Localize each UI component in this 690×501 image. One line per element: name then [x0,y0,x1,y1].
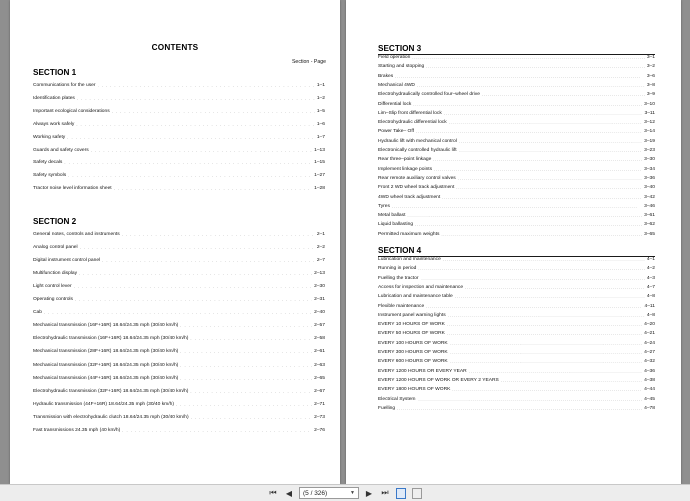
dot-leader [415,222,642,228]
toc-entry-page: 3–6 [646,73,655,79]
dot-leader [122,232,315,238]
dot-leader [444,111,643,117]
dot-leader [450,341,642,347]
toc-entry[interactable] [378,387,655,393]
toc-entry[interactable] [33,415,325,421]
dot-leader [114,186,312,192]
toc-entry-page: 1–2 [316,95,325,101]
toc-entry[interactable] [378,406,655,412]
toc-entry-label: Fuelling the tractor [378,275,419,281]
dot-leader [191,415,313,421]
toc-entry-label: Transmission with electrohydraulic clutch 18.64/24.35 mph (30/40 km/h) [33,414,189,420]
toc-entry-label: Mechanical transmission (28F+16R) 18.64/24.35 mph (30/40 km/h) [33,349,179,355]
toc-entry-label: Multifunction display [33,271,78,277]
dot-leader [76,122,315,128]
toc-entry-label: Implement linkage points [378,166,433,172]
toc-entry-page: 4–38 [644,377,655,383]
toc-entry-page: 1–7 [316,134,325,140]
toc-entry-page: 2–58 [314,336,325,342]
toc-entry-page: 4–36 [644,368,655,374]
dot-leader [426,64,645,70]
toc-entry-page: 3–1 [646,55,655,60]
dot-leader [407,213,642,219]
toc-entry-label: Guards and safety covers [33,147,89,153]
toc-entry-label: Brakes [378,73,394,79]
toc-entry[interactable] [378,157,655,163]
dot-leader [417,83,645,89]
toc-entry[interactable] [378,285,655,291]
toc-entry-page: 3–36 [644,175,655,181]
toc-entry[interactable] [33,284,325,290]
toc-entry[interactable] [33,258,325,264]
toc-entry-label: EVERY 100 HOURS OF WORK [378,340,448,346]
toc-entry-label: Electrohydraulic transmission (16F+16R) 18.64/24.35 mph (30/40 km/h) [33,336,189,342]
toc-entry-page: 4–8 [646,312,655,318]
dot-leader [447,331,642,337]
dot-leader [459,139,642,145]
toc-entry-label: Instrument panel warning lights [378,312,446,318]
dot-leader [450,359,642,365]
toc-entry-label: Electrohydraulic transmission (32F+16R) 18.64/24.35 mph (30/40 km/h) [33,388,189,394]
toc-entry-page: 1–5 [316,108,325,114]
toc-entry-label: Fuelling [378,405,396,411]
toc-entry-label: Electronically controlled hydraulic lift [378,148,457,153]
toc-entry-page: 4–1 [646,257,655,262]
section-heading: SECTION 3 [378,44,422,53]
toc-entry[interactable] [378,64,655,70]
toc-entry-page: 4–3 [646,275,655,281]
toc-entry-label: EVERY 600 HOURS OF WORK [378,359,448,365]
toc-entry-page: 2–57 [314,323,325,329]
toc-entry-label: Identification plates [33,95,75,101]
toc-entry[interactable] [378,397,655,403]
toc-entry-label: Front 2 WD wheel track adjustment [378,185,455,191]
toc-entry-label: Mechanical transmission (32F+16R) 18.64/24.35 mph (30/40 km/h) [33,362,179,368]
toc-entry-label: Hydraulic transmission (44F+16R) 18.64/24.35 mph (30/40 km/h) [33,401,174,407]
toc-entry-page: 1–27 [314,173,325,179]
dot-leader [469,369,642,375]
toc-entry-page: 4–45 [644,396,655,402]
toc-entry[interactable] [378,185,655,191]
toc-entry-page: 2–67 [314,388,325,394]
toc-entry[interactable] [378,232,655,238]
toc-entry-page: 3–2 [646,64,655,70]
toc-entry-label: Digital instrument control panel [33,258,101,264]
toc-entry[interactable] [378,313,655,319]
toc-entry-page: 1–6 [316,121,325,127]
toc-entry-label: Power Take– Off [378,129,414,135]
dot-leader [112,109,315,115]
dot-leader [418,266,644,272]
toc-entry[interactable] [378,304,655,310]
toc-entry-page: 2–40 [314,310,325,316]
toc-entry-page: 1–1 [316,83,325,88]
toc-entry-page: 3–14 [644,129,655,135]
dot-leader [482,92,645,98]
toc-entry-page: 4–7 [646,284,655,290]
toc-entry-page: 4–11 [644,303,655,309]
toc-entry-page: 2–65 [314,375,325,381]
toc-entry-label: Fast transmissions 24.35 mph (40 km/h) [33,427,121,433]
dot-leader [64,160,312,166]
toc-entry-label: Lubrication and maintenance table [378,294,453,300]
toc-entry[interactable] [378,359,655,365]
toc-entry[interactable] [378,83,655,89]
toc-entry-page: 2–13 [314,271,325,277]
dot-leader [397,406,642,412]
toc-entry-label: Always work safely [33,121,75,127]
two-page-view-icon[interactable] [411,487,423,499]
toc-entry-label: Liquid ballasting [378,222,414,228]
right-page [346,0,681,484]
toc-entry-page: 2–76 [314,427,325,433]
toc-entry-label: Electrohydraulically controlled four–wheel drive [378,92,480,98]
toc-entry-label: Mechanical 4WD [378,82,415,88]
dot-leader [501,378,642,384]
toc-entry-page: 2–30 [314,284,325,290]
toc-entry[interactable] [378,102,655,108]
toc-entry-page: 3–65 [644,231,655,237]
dot-leader [91,148,312,154]
toc-entry-label: Field operation [378,55,411,60]
dot-leader [176,402,312,408]
toc-entry[interactable] [378,120,655,126]
toc-entry-page: 2–73 [314,414,325,420]
toc-entry[interactable] [33,109,325,115]
left-page [10,0,340,484]
toc-entry[interactable] [378,378,655,384]
toc-entry-page: 1–28 [314,186,325,192]
toc-entry[interactable] [378,257,655,263]
contents-title: CONTENTS [151,43,199,52]
dot-leader [180,376,312,382]
toc-entry-label: Cab [33,310,42,316]
section-page-column-header: Section - Page [291,59,326,65]
dot-leader [180,349,312,355]
toc-entry[interactable] [378,369,655,375]
toc-entry[interactable] [33,323,325,329]
toc-entry-page: 4–24 [644,340,655,346]
toc-entry[interactable] [33,122,325,128]
toc-entry-label: 4WD wheel track adjustment [378,194,441,200]
toc-entry[interactable] [33,310,325,316]
toc-entry-label: Differential lock [378,101,412,107]
dot-leader [458,176,642,182]
toc-entry[interactable] [378,92,655,98]
toc-entry[interactable] [378,139,655,145]
toc-entry-page: 4–8 [646,294,655,300]
toc-entry-page: 3–9 [646,92,655,98]
toc-entry[interactable] [378,167,655,173]
dot-leader [456,185,642,191]
dot-leader [434,167,642,173]
dot-leader [180,323,312,329]
dot-leader [421,276,645,282]
dot-leader [180,363,312,369]
toc-entry-label: Hydraulic lift with mechanical control [378,138,457,144]
toc-entry[interactable] [33,297,325,303]
dot-leader [122,428,312,434]
toc-entry-page: 3–61 [644,213,655,219]
dot-leader [190,336,312,342]
toc-entry[interactable] [378,222,655,228]
toc-entry[interactable] [378,111,655,117]
dot-leader [448,313,645,319]
dot-leader [68,173,312,179]
next-page-icon[interactable]: ▶ [365,488,373,498]
toc-entry-page: 4–44 [644,387,655,393]
dot-leader [452,387,642,393]
page-number-select[interactable] [299,487,359,499]
toc-entry[interactable] [33,186,325,192]
single-page-view-icon[interactable] [395,487,407,499]
toc-entry-page: 3–23 [644,148,655,153]
toc-entry-label: Permitted maximum weights [378,231,440,237]
toc-entry[interactable] [378,176,655,182]
toc-entry-page: 2–2 [316,245,325,251]
toc-entry[interactable] [378,350,655,356]
dot-leader [416,129,642,135]
toc-entry[interactable] [378,331,655,337]
dot-leader [442,195,642,201]
toc-entry[interactable] [33,96,325,102]
toc-entry[interactable] [378,55,655,61]
toc-entry-page: 3–34 [644,166,655,172]
toc-entry-page: 4–27 [644,350,655,355]
dot-leader [395,74,645,80]
toc-entry-page: 3–62 [644,222,655,228]
section-heading: SECTION 2 [33,217,77,226]
dot-leader [190,389,312,395]
toc-entry[interactable] [378,195,655,201]
toc-entry-page: 3–19 [644,138,655,144]
dot-leader [447,322,642,328]
toc-entry[interactable] [33,83,325,89]
toc-entry-page: 4–78 [644,405,655,411]
toc-entry-label: Rear three–point linkage [378,157,432,163]
toc-entry[interactable] [378,266,655,272]
toc-entry-label: Rear remote auxiliary control valves [378,175,456,181]
toc-entry[interactable] [33,336,325,342]
page-indicator: (5 / 326) [303,489,328,497]
dot-leader [418,397,643,403]
chevron-down-icon: ▼ [350,490,355,496]
toc-entry[interactable] [33,376,325,382]
dot-leader [450,350,642,356]
toc-entry[interactable] [33,349,325,355]
dot-leader [77,96,315,102]
viewer-toolbar [0,484,690,501]
dot-leader [441,232,642,238]
dot-leader [44,310,312,316]
previous-page-icon[interactable]: ◀ [285,488,293,498]
toc-entry[interactable] [33,245,325,251]
toc-entry-page: 3–12 [644,120,655,126]
dot-leader [449,120,642,126]
toc-entry-page: 4–32 [644,359,655,365]
dot-leader [74,284,313,290]
dot-leader [459,148,643,154]
toc-entry[interactable] [33,135,325,141]
toc-entry[interactable] [33,389,325,395]
toc-entry-page: 2–71 [314,401,325,407]
dot-leader [413,102,642,108]
toc-entry-label: Access for inspection and maintenance [378,284,464,290]
toc-entry[interactable] [378,204,655,210]
toc-entry-page: 2–31 [314,297,325,303]
dot-leader [67,135,315,141]
toc-entry-label: Metal ballast [378,213,406,219]
toc-entry-page: 4–20 [644,322,655,328]
dot-leader [433,157,642,163]
dot-leader [392,204,642,210]
toc-entry-label: Electrohydraulic differential lock [378,120,447,126]
toc-entry-page: 3–8 [646,82,655,88]
toc-entry[interactable] [378,276,655,282]
toc-entry-page: 3–10 [644,101,655,107]
toc-entry-label: EVERY 1200 HOURS OR EVERY YEAR [378,368,467,374]
toc-entry-page: 4–21 [644,331,655,337]
dot-leader [426,304,642,310]
toc-entry[interactable] [378,322,655,328]
toc-entry-label: EVERY 1200 HOURS OF WORK OR EVERY 2 YEARS [378,377,499,383]
toc-entry[interactable] [33,232,325,238]
toc-entry-page: 4–2 [646,266,655,272]
toc-entry-label: Communications for the user [33,83,96,88]
toc-entry-label: EVERY 1800 HOURS OF WORK [378,387,451,393]
toc-entry-label: EVERY 50 HOURS OF WORK [378,331,445,337]
toc-entry-label: Working safety [33,134,66,140]
toc-entry-label: Operating controls [33,297,73,303]
toc-entry[interactable] [33,173,325,179]
dot-leader [79,271,312,277]
toc-entry[interactable] [378,294,655,300]
toc-entry-page: 3–46 [644,203,655,209]
section-heading: SECTION 1 [33,68,77,77]
toc-entry-label: Mechanical transmission (16F+16R) 18.64/24.35 mph (30/40 km/h) [33,323,179,329]
dot-leader [80,245,315,251]
toc-entry-label: Analog control panel [33,245,78,251]
last-page-icon[interactable]: ⏭ [381,488,389,497]
toc-entry-page: 2–7 [316,258,325,264]
toc-entry-page: 2–61 [314,349,325,355]
toc-entry-page: 1–15 [314,160,325,166]
toc-entry-page: 2–1 [316,232,325,237]
first-page-icon[interactable]: ⏮ [269,488,277,497]
toc-entry-label: Electrical System [378,396,416,402]
dot-leader [443,257,645,263]
toc-entry[interactable] [33,148,325,154]
toc-entry-page: 1–13 [314,147,325,153]
dot-leader [465,285,645,291]
toc-entry[interactable] [33,402,325,408]
toc-entry-label: Safety symbols [33,173,67,179]
toc-entry[interactable] [378,341,655,347]
toc-entry-label: Lim–Slip front differential lock [378,110,442,116]
toc-entry-label: EVERY 300 HOURS OF WORK [378,350,448,355]
toc-entry-page: 3–40 [644,185,655,191]
toc-entry[interactable] [378,148,655,154]
toc-entry-label: Flexible maintenance [378,303,425,309]
dot-leader [455,294,645,300]
toc-entry[interactable] [33,271,325,277]
toc-entry[interactable] [33,160,325,166]
toc-entry-label: Running in period [378,266,417,272]
dot-leader [98,83,315,89]
dot-leader [75,297,312,303]
toc-entry-page: 3–11 [644,110,655,116]
toc-entry[interactable] [378,74,655,80]
toc-entry-label: Important ecological considerations [33,108,110,114]
toc-entry[interactable] [33,363,325,369]
toc-entry[interactable] [378,213,655,219]
dot-leader [102,258,315,264]
toc-entry-label: General notes, controls and instruments [33,232,120,237]
toc-entry-label: EVERY 10 HOURS OF WORK [378,322,445,328]
toc-entry-label: Lubrication and maintenance [378,257,441,262]
toc-entry-page: 3–30 [644,157,655,163]
toc-entry-page: 3–42 [644,194,655,200]
toc-entry-label: Tractor noise level information sheet [33,186,112,192]
toc-entry-label: Light control lever [33,284,72,290]
toc-entry-label: Starting and stopping [378,64,425,70]
toc-entry[interactable] [33,428,325,434]
toc-entry[interactable] [378,129,655,135]
toc-entry-page: 2–63 [314,362,325,368]
section-heading: SECTION 4 [378,246,422,255]
dot-leader [412,55,644,61]
toc-entry-label: Mechanical transmission (44F+16R) 18.64/24.35 mph (30/40 km/h) [33,375,179,381]
toc-entry-label: Safety decals [33,160,63,166]
toc-entry-label: Tyres [378,203,390,209]
